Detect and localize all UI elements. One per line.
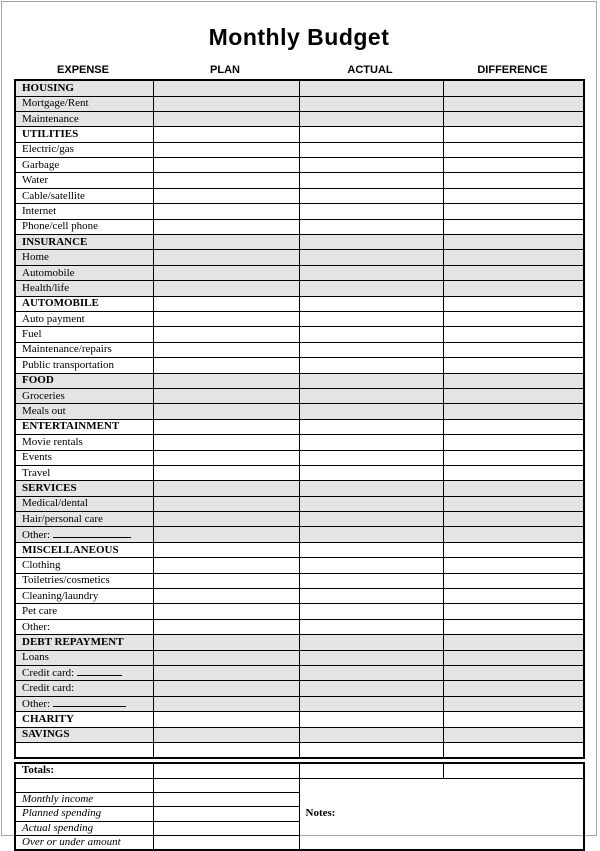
actual-cell [299, 712, 443, 727]
difference-cell [443, 727, 584, 742]
summary-spacer-row [15, 778, 584, 792]
summary-value-cell [153, 792, 299, 806]
plan-cell [153, 80, 299, 96]
row-label: FOOD [22, 374, 54, 387]
budget-row [15, 573, 584, 588]
column-header-actual: ACTUAL [347, 64, 393, 77]
actual-cell [299, 142, 443, 157]
expense-cell [15, 496, 153, 511]
budget-row [15, 650, 584, 665]
row-label: AUTOMOBILE [22, 297, 99, 310]
summary-label-over-under-amount: Over or under amount [15, 835, 153, 850]
expense-cell [15, 111, 153, 126]
actual-cell [299, 188, 443, 203]
row-label: Credit card: [22, 682, 75, 695]
expense-cell [15, 573, 153, 588]
difference-cell [443, 573, 584, 588]
actual-cell [299, 96, 443, 111]
row-label: Cable/satellite [22, 189, 85, 202]
section-row [15, 419, 584, 434]
actual-cell [299, 111, 443, 126]
difference-cell [443, 619, 584, 634]
actual-cell [299, 419, 443, 434]
totals-label-cell: Totals: [15, 763, 153, 778]
expense-cell [15, 80, 153, 96]
budget-row [15, 342, 584, 357]
summary-value-cell [153, 821, 299, 835]
difference-cell [443, 96, 584, 111]
plan-cell [153, 419, 299, 434]
fill-in-blank-line [53, 528, 131, 538]
summary-value-cell [153, 835, 299, 850]
difference-cell [443, 127, 584, 142]
plan-cell [153, 496, 299, 511]
budget-template-page [1, 1, 597, 848]
actual-cell [299, 665, 443, 680]
row-label: Toiletries/cosmetics [22, 574, 110, 587]
plan-cell [153, 96, 299, 111]
actual-cell [299, 619, 443, 634]
section-row [15, 712, 584, 727]
actual-cell [299, 650, 443, 665]
row-label: Hair/personal care [22, 512, 103, 525]
summary-label-cell [15, 778, 153, 792]
row-label: Loans [22, 651, 49, 664]
plan-cell [153, 712, 299, 727]
actual-cell [299, 281, 443, 296]
budget-row [15, 327, 584, 342]
budget-row [15, 142, 584, 157]
actual-cell [299, 204, 443, 219]
totals-table [14, 762, 585, 851]
difference-cell [443, 604, 584, 619]
row-label: Maintenance [22, 112, 79, 125]
plan-cell [153, 619, 299, 634]
row-label: CHARITY [22, 712, 74, 725]
difference-cell [443, 373, 584, 388]
plan-cell [153, 727, 299, 742]
expense-cell [15, 450, 153, 465]
row-label: Home [22, 251, 49, 264]
plan-cell [153, 358, 299, 373]
budget-row [15, 742, 584, 758]
expense-cell [15, 250, 153, 265]
expense-cell [15, 635, 153, 650]
expense-cell [15, 665, 153, 680]
plan-cell [153, 219, 299, 234]
summary-label-monthly-income: Monthly income [15, 792, 153, 806]
row-label: Automobile [22, 266, 75, 279]
actual-cell [299, 450, 443, 465]
actual-cell [299, 681, 443, 696]
budget-row [15, 250, 584, 265]
difference-cell [443, 635, 584, 650]
expense-cell [15, 327, 153, 342]
plan-cell [153, 665, 299, 680]
summary-value-cell [153, 807, 299, 821]
difference-cell [443, 465, 584, 480]
budget-row [15, 219, 584, 234]
expense-cell [15, 173, 153, 188]
budget-row [15, 281, 584, 296]
difference-cell [443, 542, 584, 557]
plan-cell [153, 573, 299, 588]
difference-cell [443, 250, 584, 265]
difference-cell [443, 296, 584, 311]
budget-row [15, 188, 584, 203]
expense-cell [15, 558, 153, 573]
budget-row [15, 358, 584, 373]
row-label: INSURANCE [22, 235, 88, 248]
expense-cell [15, 127, 153, 142]
budget-row [15, 665, 584, 680]
expense-cell [15, 312, 153, 327]
row-label: Meals out [22, 405, 66, 418]
row-label: Health/life [22, 281, 70, 294]
plan-cell [153, 589, 299, 604]
budget-row [15, 496, 584, 511]
expense-cell [15, 650, 153, 665]
actual-cell [299, 542, 443, 557]
actual-cell [299, 481, 443, 496]
plan-cell [153, 481, 299, 496]
actual-cell [299, 342, 443, 357]
totals-difference-cell [443, 763, 584, 778]
expense-cell [15, 281, 153, 296]
actual-cell [299, 312, 443, 327]
fill-in-blank-line [77, 666, 122, 676]
row-label: Water [22, 174, 48, 187]
actual-cell [299, 404, 443, 419]
row-label: DEBT REPAYMENT [22, 635, 124, 648]
difference-cell [443, 712, 584, 727]
expense-cell [15, 742, 153, 758]
plan-cell [153, 250, 299, 265]
row-label: Phone/cell phone [22, 220, 99, 233]
budget-row [15, 681, 584, 696]
expense-cell [15, 435, 153, 450]
difference-cell [443, 512, 584, 527]
difference-cell [443, 312, 584, 327]
actual-cell [299, 327, 443, 342]
plan-cell [153, 635, 299, 650]
notes-cell [299, 778, 584, 850]
plan-cell [153, 742, 299, 758]
budget-row [15, 619, 584, 634]
difference-cell [443, 158, 584, 173]
actual-cell [299, 388, 443, 403]
plan-cell [153, 558, 299, 573]
expense-cell [15, 589, 153, 604]
row-label: Garbage [22, 158, 60, 171]
budget-row [15, 204, 584, 219]
expense-cell [15, 142, 153, 157]
plan-cell [153, 312, 299, 327]
difference-cell [443, 496, 584, 511]
expense-cell [15, 219, 153, 234]
budget-row [15, 404, 584, 419]
totals-row [15, 763, 584, 778]
difference-cell [443, 265, 584, 280]
plan-cell [153, 604, 299, 619]
plan-cell [153, 127, 299, 142]
row-label: HOUSING [22, 81, 74, 94]
totals-plan-cell [153, 763, 299, 778]
expense-cell [15, 342, 153, 357]
actual-cell [299, 604, 443, 619]
row-label: ENTERTAINMENT [22, 420, 120, 433]
row-label: Groceries [22, 389, 65, 402]
expense-cell [15, 235, 153, 250]
budget-row [15, 696, 584, 711]
actual-cell [299, 158, 443, 173]
plan-cell [153, 542, 299, 557]
actual-cell [299, 235, 443, 250]
plan-cell [153, 450, 299, 465]
plan-cell [153, 142, 299, 157]
fill-in-blank-line [53, 697, 126, 707]
actual-cell [299, 527, 443, 542]
notes-label: Notes: [305, 807, 336, 820]
row-label: Mortgage/Rent [22, 97, 89, 110]
row-label: Other: [22, 697, 51, 710]
section-row [15, 727, 584, 742]
actual-cell [299, 727, 443, 742]
column-header-row [14, 64, 583, 77]
difference-cell [443, 80, 584, 96]
row-label: Public transportation [22, 358, 114, 371]
actual-cell [299, 296, 443, 311]
plan-cell [153, 158, 299, 173]
plan-cell [153, 527, 299, 542]
expense-cell [15, 96, 153, 111]
column-header-plan: PLAN [210, 64, 240, 77]
row-label: Electric/gas [22, 143, 74, 156]
difference-cell [443, 742, 584, 758]
actual-cell [299, 635, 443, 650]
plan-cell [153, 235, 299, 250]
section-row [15, 80, 584, 96]
budget-row [15, 265, 584, 280]
plan-cell [153, 388, 299, 403]
row-label: SERVICES [22, 481, 77, 494]
row-label: Pet care [22, 605, 58, 618]
budget-row [15, 388, 584, 403]
actual-cell [299, 589, 443, 604]
expense-cell [15, 604, 153, 619]
budget-row [15, 512, 584, 527]
expense-cell [15, 204, 153, 219]
row-label: MISCELLANEOUS [22, 543, 119, 556]
difference-cell [443, 358, 584, 373]
budget-table [14, 79, 585, 759]
actual-cell [299, 250, 443, 265]
section-row [15, 542, 584, 557]
budget-row [15, 158, 584, 173]
row-label: Other: [22, 620, 51, 633]
expense-cell [15, 527, 153, 542]
row-label: Clothing [22, 558, 61, 571]
budget-row [15, 435, 584, 450]
actual-cell [299, 573, 443, 588]
difference-cell [443, 388, 584, 403]
difference-cell [443, 342, 584, 357]
expense-cell [15, 188, 153, 203]
difference-cell [443, 450, 584, 465]
actual-cell [299, 558, 443, 573]
difference-cell [443, 527, 584, 542]
difference-cell [443, 650, 584, 665]
row-label: Maintenance/repairs [22, 343, 112, 356]
plan-cell [153, 465, 299, 480]
plan-cell [153, 296, 299, 311]
expense-cell [15, 712, 153, 727]
actual-cell [299, 496, 443, 511]
difference-cell [443, 589, 584, 604]
budget-row [15, 312, 584, 327]
difference-cell [443, 327, 584, 342]
expense-cell [15, 512, 153, 527]
plan-cell [153, 327, 299, 342]
row-label: Internet [22, 204, 57, 217]
expense-cell [15, 265, 153, 280]
column-header-expense: EXPENSE [57, 64, 109, 77]
expense-cell [15, 388, 153, 403]
row-label: Auto payment [22, 312, 85, 325]
budget-row [15, 527, 584, 542]
budget-row [15, 589, 584, 604]
section-row [15, 127, 584, 142]
plan-cell [153, 435, 299, 450]
expense-cell [15, 296, 153, 311]
budget-row [15, 465, 584, 480]
difference-cell [443, 235, 584, 250]
summary-value-cell [153, 778, 299, 792]
difference-cell [443, 419, 584, 434]
actual-cell [299, 512, 443, 527]
actual-cell [299, 465, 443, 480]
expense-cell [15, 419, 153, 434]
plan-cell [153, 696, 299, 711]
plan-cell [153, 111, 299, 126]
actual-cell [299, 696, 443, 711]
plan-cell [153, 342, 299, 357]
difference-cell [443, 219, 584, 234]
expense-cell [15, 681, 153, 696]
expense-cell [15, 727, 153, 742]
budget-row [15, 450, 584, 465]
difference-cell [443, 435, 584, 450]
actual-cell [299, 219, 443, 234]
difference-cell [443, 404, 584, 419]
expense-cell [15, 373, 153, 388]
section-row [15, 373, 584, 388]
section-row [15, 235, 584, 250]
expense-cell [15, 619, 153, 634]
expense-cell [15, 158, 153, 173]
difference-cell [443, 188, 584, 203]
row-label: Travel [22, 466, 51, 479]
budget-row [15, 604, 584, 619]
actual-cell [299, 742, 443, 758]
row-label: Movie rentals [22, 435, 83, 448]
difference-cell [443, 681, 584, 696]
page-title: Monthly Budget [208, 24, 390, 50]
plan-cell [153, 681, 299, 696]
row-label: Cleaning/laundry [22, 589, 99, 602]
plan-cell [153, 265, 299, 280]
row-label: UTILITIES [22, 128, 79, 140]
row-label: SAVINGS [22, 728, 70, 741]
row-label: Medical/dental [22, 497, 88, 510]
plan-cell [153, 204, 299, 219]
actual-cell [299, 265, 443, 280]
section-row [15, 635, 584, 650]
row-label: Fuel [22, 328, 42, 341]
expense-cell [15, 404, 153, 419]
expense-cell [15, 481, 153, 496]
plan-cell [153, 173, 299, 188]
expense-cell [15, 542, 153, 557]
summary-label-actual-spending: Actual spending [15, 821, 153, 835]
plan-cell [153, 404, 299, 419]
plan-cell [153, 281, 299, 296]
row-label: Other: [22, 528, 51, 541]
difference-cell [443, 281, 584, 296]
row-label: Credit card: [22, 667, 75, 680]
difference-cell [443, 173, 584, 188]
difference-cell [443, 665, 584, 680]
plan-cell [153, 512, 299, 527]
expense-cell [15, 465, 153, 480]
expense-cell [15, 696, 153, 711]
budget-row [15, 173, 584, 188]
section-row [15, 296, 584, 311]
difference-cell [443, 111, 584, 126]
plan-cell [153, 650, 299, 665]
summary-label-planned-spending: Planned spending [15, 807, 153, 821]
budget-row [15, 96, 584, 111]
actual-cell [299, 173, 443, 188]
difference-cell [443, 481, 584, 496]
actual-cell [299, 127, 443, 142]
difference-cell [443, 204, 584, 219]
plan-cell [153, 373, 299, 388]
column-header-difference: DIFFERENCE [477, 64, 548, 77]
plan-cell [153, 188, 299, 203]
budget-row [15, 558, 584, 573]
actual-cell [299, 373, 443, 388]
section-row [15, 481, 584, 496]
difference-cell [443, 696, 584, 711]
actual-cell [299, 358, 443, 373]
budget-row [15, 111, 584, 126]
totals-actual-cell [299, 763, 443, 778]
row-label: Events [22, 451, 52, 464]
expense-cell [15, 358, 153, 373]
actual-cell [299, 435, 443, 450]
actual-cell [299, 80, 443, 96]
difference-cell [443, 558, 584, 573]
difference-cell [443, 142, 584, 157]
